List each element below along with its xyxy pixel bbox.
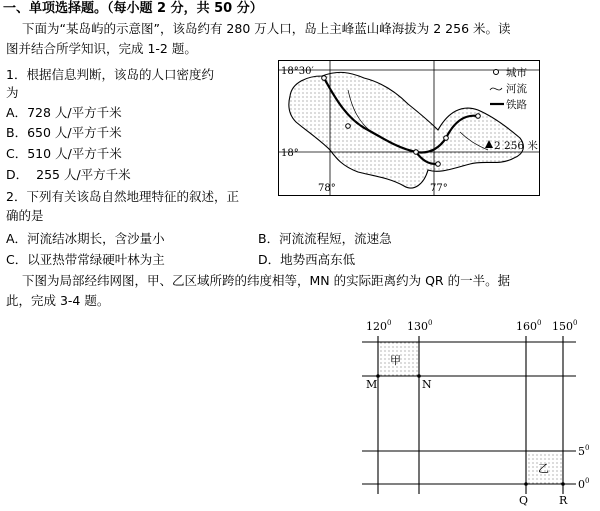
q1-option-d[interactable] <box>6 166 131 184</box>
passage2-line2: 此，完成 3-4 题。 <box>6 293 110 308</box>
lat-5-label: $5^0$ <box>578 444 590 458</box>
passage2-line1: 下图为局部经纬网图，甲、乙区域所跨的纬度相等，MN 的实际距离约为 QR 的一半。据 <box>22 273 511 288</box>
legend-railway-label: 铁路 <box>506 99 527 111</box>
lon-label-right: 77° <box>430 183 448 194</box>
lon-130-label: $130^0$ <box>407 319 433 333</box>
option-text: 地势西高东低 <box>280 252 356 267</box>
q1-option-b[interactable] <box>6 124 122 142</box>
lat-label-mid: 18° <box>281 148 299 159</box>
option-text: 255 人/平方千米 <box>36 167 131 182</box>
q1-stem-line1: 1．根据信息判断，该岛的人口密度约 <box>6 67 214 82</box>
q1-option-c[interactable] <box>6 145 122 163</box>
q2-stem-line1: 2．下列有关该岛自然地理特征的叙述，正 <box>6 189 239 204</box>
q2-option-a[interactable] <box>6 230 165 248</box>
lon-label-left: 78° <box>318 183 336 194</box>
label-q: Q <box>519 494 529 507</box>
option-letter: D． <box>258 252 281 267</box>
passage1-line1: 下面为“某岛屿的示意图”，该岛约有 280 万人口，岛上主峰蓝山峰海拔为 2 256 米。读 <box>22 21 511 36</box>
q2-option-c[interactable] <box>6 251 165 269</box>
lon-120-label: $120^0$ <box>366 319 392 333</box>
city-marker <box>414 150 419 155</box>
peak-label: 2 256 米 <box>494 140 538 152</box>
city-marker <box>476 114 481 119</box>
region-jia-label: 甲 <box>390 354 401 367</box>
city-marker <box>322 76 327 81</box>
legend-city-icon <box>494 70 499 75</box>
lat-label-top: 18°30′ <box>281 66 314 77</box>
option-text: 河流结冰期长，含沙量小 <box>27 231 165 246</box>
option-text: 以亚热带常绿硬叶林为主 <box>27 252 165 267</box>
city-marker <box>346 124 351 129</box>
q2-option-d[interactable] <box>258 251 355 269</box>
option-text: 510 人/平方千米 <box>27 146 122 161</box>
section-heading: 一、单项选择题。（每小题 2 分，共 50 分） <box>3 1 263 16</box>
island-map <box>278 60 540 196</box>
point-r <box>561 482 565 486</box>
city-marker <box>436 162 441 167</box>
lat-0-label: $0^0$ <box>578 477 590 491</box>
option-letter: D． <box>6 167 29 182</box>
option-text: 河流流程短，流速急 <box>279 231 392 246</box>
option-text: 728 人/平方千米 <box>27 105 122 120</box>
q2-option-b[interactable] <box>258 230 392 248</box>
option-letter: B． <box>6 125 28 140</box>
lon-150-label: $150^0$ <box>552 319 578 333</box>
passage1-line2: 图并结合所学知识，完成 1-2 题。 <box>6 41 197 56</box>
label-m: M <box>366 378 378 391</box>
option-letter: A． <box>6 105 28 120</box>
label-r: R <box>559 494 568 507</box>
lon-160-label: $160^0$ <box>516 319 542 333</box>
legend-river-label: 河流 <box>506 83 527 95</box>
option-letter: C． <box>6 252 28 267</box>
q1-option-a[interactable] <box>6 104 122 122</box>
label-n: N <box>422 378 432 391</box>
q1-stem-line2: 为 <box>6 85 19 100</box>
legend-city-label: 城市 <box>506 67 527 79</box>
region-yi-label: 乙 <box>538 462 549 475</box>
option-letter: B． <box>258 231 280 246</box>
city-marker <box>444 136 449 141</box>
q2-stem-line2: 确的是 <box>6 208 44 223</box>
point-q <box>524 482 528 486</box>
latlon-grid <box>360 318 596 511</box>
option-letter: C． <box>6 146 28 161</box>
point-n <box>417 374 421 378</box>
option-text: 650 人/平方千米 <box>27 125 122 140</box>
option-letter: A． <box>6 231 28 246</box>
